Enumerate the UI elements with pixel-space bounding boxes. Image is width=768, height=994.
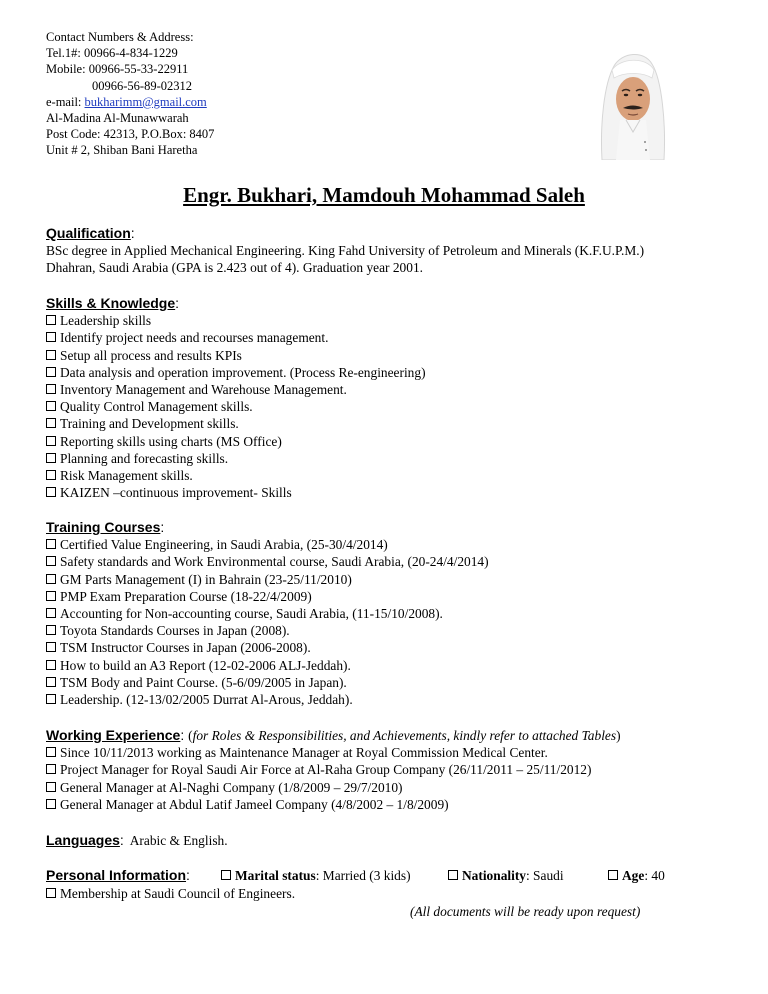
checkbox-icon — [46, 332, 56, 342]
list-item: TSM Instructor Courses in Japan (2006-2008). — [46, 639, 489, 656]
list-item: Reporting skills using charts (MS Office) — [46, 433, 426, 450]
languages-value: Arabic & English. — [129, 833, 228, 848]
checkbox-icon — [46, 470, 56, 480]
qualification-line: Dhahran, Saudi Arabia (GPA is 2.423 out of 4). Graduation year 2001. — [46, 260, 423, 276]
list-item: KAIZEN –continuous improvement- Skills — [46, 484, 426, 501]
checkbox-icon — [46, 677, 56, 687]
footer-note: (All documents will be ready upon request) — [410, 904, 641, 919]
languages-section: Languages: Arabic & English. — [46, 832, 228, 848]
personal-heading: Personal Information — [46, 867, 187, 883]
checkbox-icon — [46, 350, 56, 360]
training-heading: Training Courses — [46, 519, 161, 535]
candidate-name: Engr. Bukhari, Mamdouh Mohammad Saleh — [183, 183, 585, 207]
checkbox-icon — [46, 401, 56, 411]
age: Age: 40 — [608, 867, 665, 884]
checkbox-icon — [608, 870, 618, 880]
list-item: Leadership. (12-13/02/2005 Durrat Al-Arous, Jeddah). — [46, 691, 489, 708]
checkbox-icon — [46, 799, 56, 809]
languages-heading: Languages — [46, 832, 120, 848]
checkbox-icon — [221, 870, 231, 880]
list-item: Since 10/11/2013 working as Maintenance Manager at Royal Commission Medical Center. — [46, 744, 621, 761]
list-item: General Manager at Abdul Latif Jameel Company (4/8/2002 – 1/8/2009) — [46, 796, 621, 813]
contact-unit: Unit # 2, Shiban Bani Haretha — [46, 143, 198, 158]
checkbox-icon — [46, 384, 56, 394]
list-item: Leadership skills — [46, 312, 426, 329]
email-link[interactable]: bukharimm@gmail.com — [84, 94, 207, 109]
training-section: Training Courses: Certified Value Engineering, in Saudi Arabia, (25-30/4/2014) Safety standards and Work Environmental course, Saudi Arabia, (20-24/4/2014) GM Parts Management (I) in Bahrain (23-25/11/2010) PMP Exam Preparation Course (18-22/4/2009) Accounting for Non-accounting course, Saudi Arabia, (11-15/10/2008). Toyota Standards Courses in Japan (2008). TSM Instructor Courses in Japan (2006-2008). How to build an A3 Report (12-02-2006 ALJ-Jeddah). TSM Body and Paint Course. (5-6/09/2005 in Japan). Leadership. (12-13/02/2005 Durrat Al-Arous, Jeddah). — [46, 519, 489, 708]
checkbox-icon — [46, 367, 56, 377]
email-label: e-mail: — [46, 94, 85, 109]
experience-section: Working Experience: (for Roles & Responsibilities, and Achievements, kindly refer to attached Tables) Since 10/11/2013 working as Maintenance Manager at Royal Commission Medical Center. Project Manager for Royal Saudi Air Force at Al-Raha Group Company (26/11/2011 – 25/11/2012) General Manager at Al-Naghi Company (1/8/2009 – 29/7/2010) General Manager at Abdul Latif Jameel Company (4/8/2002 – 1/8/2009) — [46, 727, 621, 812]
membership: Membership at Saudi Council of Engineers. — [46, 885, 295, 902]
list-item: Setup all process and results KPIs — [46, 347, 426, 364]
contact-heading: Contact Numbers & Address: — [46, 30, 194, 44]
nationality: Nationality: Saudi — [448, 867, 564, 884]
list-item: Inventory Management and Warehouse Management. — [46, 381, 426, 398]
checkbox-icon — [46, 574, 56, 584]
checkbox-icon — [46, 694, 56, 704]
contact-mobile: Mobile: 00966-55-33-22911 — [46, 62, 189, 77]
checkbox-icon — [46, 453, 56, 463]
checkbox-icon — [448, 870, 458, 880]
checkbox-icon — [46, 418, 56, 428]
contact-mobile-2: 00966-56-89-02312 — [92, 78, 192, 93]
list-item: Accounting for Non-accounting course, Saudi Arabia, (11-15/10/2008). — [46, 605, 489, 622]
contact-email-line — [46, 94, 214, 110]
experience-heading: Working Experience — [46, 727, 181, 743]
list-item: Certified Value Engineering, in Saudi Arabia, (25-30/4/2014) — [46, 536, 489, 553]
list-item: Risk Management skills. — [46, 467, 426, 484]
qualification-line: BSc degree in Applied Mechanical Engineering. King Fahd University of Petroleum and Minerals (K.F.U.P.M.) — [46, 243, 645, 259]
personal-section: Personal Information: Marital status: Married (3 kids) Nationality: Saudi Age: 40 Membership at Saudi Council of Engineers. (All documents will be ready upon request) — [46, 867, 665, 919]
checkbox-icon — [46, 782, 56, 792]
checkbox-icon — [46, 487, 56, 497]
skills-section: Skills & Knowledge: Leadership skills Identify project needs and recourses management. Setup all process and results KPIs Data analysis and operation improvement. (Process Re-engineering) Inventory Management and Warehouse Management. Quality Control Management skills. Training and Development skills. Reporting skills using charts (MS Office) Planning and forecasting skills. Risk Management skills. KAIZEN –continuous improvement- Skills — [46, 295, 426, 501]
contact-tel: Tel.1#: 00966-4-834-1229 — [46, 46, 178, 61]
contact-city: Al-Madina Al-Munawwarah — [46, 111, 189, 126]
checkbox-icon — [46, 660, 56, 670]
list-item: Data analysis and operation improvement. (Process Re-engineering) — [46, 364, 426, 381]
checkbox-icon — [46, 436, 56, 446]
checkbox-icon — [46, 608, 56, 618]
list-item: Training and Development skills. — [46, 415, 426, 432]
checkbox-icon — [46, 747, 56, 757]
experience-note: for Roles & Responsibilities, and Achievements, kindly refer to attached Tables — [192, 728, 617, 743]
list-item: Identify project needs and recourses management. — [46, 329, 426, 346]
profile-photo — [590, 44, 676, 160]
marital-status: Marital status: Married (3 kids) — [221, 867, 411, 884]
list-item: Quality Control Management skills. — [46, 398, 426, 415]
list-item: Project Manager for Royal Saudi Air Force at Al-Raha Group Company (26/11/2011 – 25/11/2012) — [46, 761, 621, 778]
qualification-section: Qualification: BSc degree in Applied Mechanical Engineering. King Fahd University of Petroleum and Minerals (K.F.U.P.M.) Dhahran, Saudi Arabia (GPA is 2.423 out of 4). Graduation year 2001. — [46, 225, 645, 276]
list-item: Toyota Standards Courses in Japan (2008). — [46, 622, 489, 639]
checkbox-icon — [46, 539, 56, 549]
contact-block — [46, 29, 214, 159]
contact-post: Post Code: 42313, P.O.Box: 8407 — [46, 127, 215, 142]
skills-heading: Skills & Knowledge — [46, 295, 176, 311]
list-item: General Manager at Al-Naghi Company (1/8/2009 – 29/7/2010) — [46, 779, 621, 796]
checkbox-icon — [46, 625, 56, 635]
checkbox-icon — [46, 764, 56, 774]
checkbox-icon — [46, 888, 56, 898]
list-item: TSM Body and Paint Course. (5-6/09/2005 in Japan). — [46, 674, 489, 691]
checkbox-icon — [46, 315, 56, 325]
qualification-heading: Qualification — [46, 225, 131, 241]
checkbox-icon — [46, 642, 56, 652]
list-item: PMP Exam Preparation Course (18-22/4/2009) — [46, 588, 489, 605]
checkbox-icon — [46, 556, 56, 566]
list-item: GM Parts Management (I) in Bahrain (23-25/11/2010) — [46, 571, 489, 588]
list-item: Planning and forecasting skills. — [46, 450, 426, 467]
list-item: How to build an A3 Report (12-02-2006 ALJ-Jeddah). — [46, 657, 489, 674]
list-item: Safety standards and Work Environmental course, Saudi Arabia, (20-24/4/2014) — [46, 553, 489, 570]
checkbox-icon — [46, 591, 56, 601]
